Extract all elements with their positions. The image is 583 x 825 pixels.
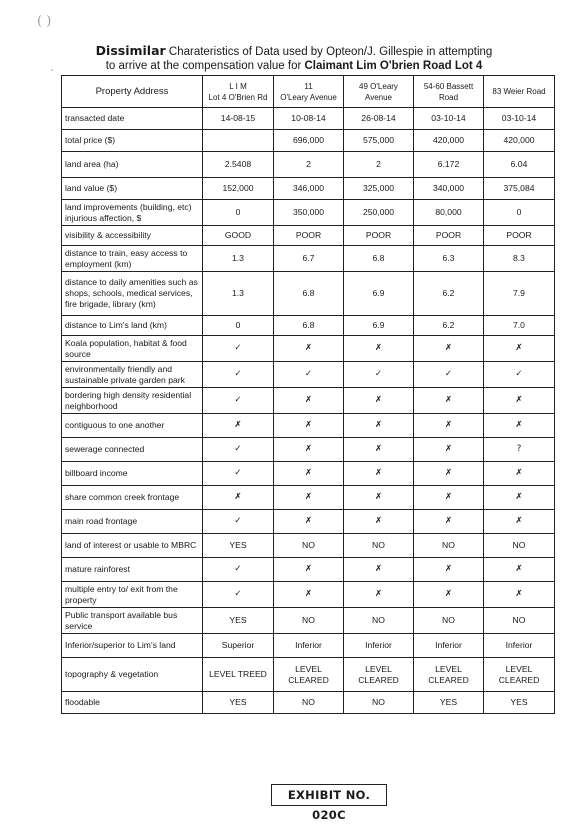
header-col-11-oleary: 11 O'Leary Avenue	[274, 76, 344, 108]
row-value: YES	[203, 692, 274, 714]
row-value: 325,000	[344, 178, 414, 200]
table-row	[62, 534, 555, 558]
row-value: 6.172	[414, 152, 484, 178]
table-row	[62, 438, 555, 462]
header-row	[62, 76, 555, 108]
row-value: ✗	[344, 462, 414, 486]
row-value: 7.9	[484, 272, 555, 316]
row-value: NO	[344, 692, 414, 714]
table-row	[62, 200, 555, 226]
row-label: transacted date	[62, 108, 203, 130]
row-value: 6.9	[344, 272, 414, 316]
row-value: ✗	[484, 462, 555, 486]
table-row	[62, 414, 555, 438]
title-line2: to arrive at the compensation value for	[105, 60, 302, 72]
row-label: bordering high density residential neighborhood	[62, 388, 203, 414]
row-label: total price ($)	[62, 130, 203, 152]
table-row	[62, 272, 555, 316]
row-value: ✗	[414, 510, 484, 534]
table-row	[62, 108, 555, 130]
row-value: ✗	[274, 486, 344, 510]
row-label: environmentally friendly and sustainable private garden park	[62, 362, 203, 388]
row-value: 14-08-15	[203, 108, 274, 130]
row-value: POOR	[484, 226, 555, 246]
header-property-address: Property Address	[62, 76, 203, 108]
row-value: NO	[414, 534, 484, 558]
row-value: ✗	[414, 414, 484, 438]
row-value: ✗	[344, 558, 414, 582]
table-row	[62, 462, 555, 486]
row-label: billboard income	[62, 462, 203, 486]
document-title	[64, 44, 524, 73]
table-row	[62, 388, 555, 414]
table-row	[62, 582, 555, 608]
row-label: topography & vegetation	[62, 658, 203, 692]
row-value: NO	[414, 608, 484, 634]
row-value: ✓	[414, 362, 484, 388]
row-value: ✗	[484, 486, 555, 510]
exhibit-label: EXHIBIT NO. 020C	[271, 784, 387, 806]
row-value: YES	[484, 692, 555, 714]
row-value: NO	[274, 608, 344, 634]
row-value: ✓	[203, 438, 274, 462]
row-value: GOOD	[203, 226, 274, 246]
row-value: ✗	[274, 414, 344, 438]
row-value: LEVEL TREED	[203, 658, 274, 692]
row-value: LEVEL CLEARED	[484, 658, 555, 692]
row-value: 7.0	[484, 316, 555, 336]
table-row	[62, 558, 555, 582]
row-label: multiple entry to/ exit from the property	[62, 582, 203, 608]
row-value: ✗	[344, 414, 414, 438]
row-value: 0	[203, 316, 274, 336]
scan-mark-left: .	[50, 60, 54, 74]
table-row	[62, 152, 555, 178]
table-row	[62, 362, 555, 388]
row-value: Inferior	[274, 634, 344, 658]
row-label: land area (ha)	[62, 152, 203, 178]
table-row	[62, 178, 555, 200]
row-value: 03-10-14	[414, 108, 484, 130]
row-value: ✗	[484, 336, 555, 362]
row-value: Inferior	[344, 634, 414, 658]
row-label: mature rainforest	[62, 558, 203, 582]
row-value: ✗	[344, 438, 414, 462]
row-value: YES	[203, 534, 274, 558]
row-value: ?	[484, 438, 555, 462]
row-value: 340,000	[414, 178, 484, 200]
header-col-49-oleary: 49 O'Leary Avenue	[344, 76, 414, 108]
header-col-83-weier: 83 Weier Road	[484, 76, 555, 108]
row-value: ✗	[344, 486, 414, 510]
row-value: ✗	[414, 336, 484, 362]
row-value: 03-10-14	[484, 108, 555, 130]
row-value: ✗	[484, 388, 555, 414]
row-label: contiguous to one another	[62, 414, 203, 438]
row-value: LEVEL CLEARED	[414, 658, 484, 692]
row-value: ✓	[203, 558, 274, 582]
row-value: 1.3	[203, 272, 274, 316]
title-line1: Charateristics of Data used by Opteon/J. Gillespie in attempting	[168, 46, 493, 58]
row-value: Superior	[203, 634, 274, 658]
row-value: LEVEL CLEARED	[344, 658, 414, 692]
row-value: 346,000	[274, 178, 344, 200]
row-value: ✗	[414, 462, 484, 486]
row-value: YES	[414, 692, 484, 714]
row-label: land value ($)	[62, 178, 203, 200]
row-value: NO	[274, 692, 344, 714]
row-value: 350,000	[274, 200, 344, 226]
row-value: 420,000	[414, 130, 484, 152]
table-row	[62, 608, 555, 634]
row-value: 2.5408	[203, 152, 274, 178]
row-value: 6.3	[414, 246, 484, 272]
title-claimant: Claimant Lim O'brien Road Lot 4	[304, 60, 483, 72]
row-value: ✗	[344, 336, 414, 362]
row-value: ✓	[344, 362, 414, 388]
row-value: LEVEL CLEARED	[274, 658, 344, 692]
row-value: 696,000	[274, 130, 344, 152]
row-label: land improvements (building, etc) injurious affection, $	[62, 200, 203, 226]
header-col-lim: L I M Lot 4 O'Brien Rd	[203, 76, 274, 108]
row-value: ✗	[274, 462, 344, 486]
row-label: visibility & accessibility	[62, 226, 203, 246]
row-value	[203, 130, 274, 152]
row-value: ✗	[344, 582, 414, 608]
header-col-54-bassett: 54-60 Bassett Road	[414, 76, 484, 108]
row-value: ✗	[414, 388, 484, 414]
row-value: ✗	[344, 388, 414, 414]
row-value: ✓	[203, 510, 274, 534]
row-value: 6.7	[274, 246, 344, 272]
row-value: ✗	[414, 438, 484, 462]
row-value: ✓	[203, 362, 274, 388]
row-value: 6.8	[274, 316, 344, 336]
row-value: ✗	[274, 558, 344, 582]
row-value: ✗	[484, 510, 555, 534]
scan-mark-top: ( )	[37, 14, 52, 29]
row-value: POOR	[274, 226, 344, 246]
row-value: 80,000	[414, 200, 484, 226]
row-value: ✓	[203, 462, 274, 486]
row-value: 8.3	[484, 246, 555, 272]
row-value: 6.8	[274, 272, 344, 316]
row-label: distance to daily amenities such as shops, schools, medical services, fire brigade, library (km)	[62, 272, 203, 316]
table-row	[62, 658, 555, 692]
row-value: 0	[484, 200, 555, 226]
row-value: 0	[203, 200, 274, 226]
row-value: 250,000	[344, 200, 414, 226]
row-value: ✗	[484, 414, 555, 438]
row-value: ✗	[484, 558, 555, 582]
table-row	[62, 316, 555, 336]
row-value: Inferior	[414, 634, 484, 658]
row-label: distance to Lim's land (km)	[62, 316, 203, 336]
row-value: Inferior	[484, 634, 555, 658]
row-value: ✗	[414, 582, 484, 608]
row-value: ✗	[274, 582, 344, 608]
row-value: NO	[344, 534, 414, 558]
row-value: 152,000	[203, 178, 274, 200]
row-label: Inferior/superior to Lim's land	[62, 634, 203, 658]
row-value: ✓	[274, 362, 344, 388]
row-value: ✓	[203, 388, 274, 414]
row-value: 6.8	[344, 246, 414, 272]
row-value: 1.3	[203, 246, 274, 272]
row-value: ✗	[203, 486, 274, 510]
row-label: Public transport available bus service	[62, 608, 203, 634]
row-value: 6.04	[484, 152, 555, 178]
row-value: YES	[203, 608, 274, 634]
row-label: sewerage connected	[62, 438, 203, 462]
row-label: floodable	[62, 692, 203, 714]
table-row	[62, 226, 555, 246]
row-value: 575,000	[344, 130, 414, 152]
row-value: ✓	[203, 336, 274, 362]
row-value: ✗	[274, 438, 344, 462]
row-label: share common creek frontage	[62, 486, 203, 510]
table-row	[62, 634, 555, 658]
comparison-table	[61, 75, 555, 714]
row-value: ✗	[414, 486, 484, 510]
row-value: NO	[274, 534, 344, 558]
row-value: ✓	[484, 362, 555, 388]
row-value: ✗	[274, 388, 344, 414]
table-row	[62, 336, 555, 362]
row-label: land of interest or usable to MBRC	[62, 534, 203, 558]
row-label: Koala population, habitat & food source	[62, 336, 203, 362]
row-value: ✗	[344, 510, 414, 534]
row-value: ✗	[274, 336, 344, 362]
table-row	[62, 486, 555, 510]
row-value: 2	[344, 152, 414, 178]
row-value: ✗	[203, 414, 274, 438]
row-value: ✓	[203, 582, 274, 608]
row-label: main road frontage	[62, 510, 203, 534]
row-value: 420,000	[484, 130, 555, 152]
table-row	[62, 246, 555, 272]
row-value: NO	[484, 608, 555, 634]
row-value: ✗	[274, 510, 344, 534]
row-value: POOR	[344, 226, 414, 246]
title-lead: Dissimilar	[95, 43, 166, 58]
row-value: POOR	[414, 226, 484, 246]
table-row	[62, 692, 555, 714]
row-value: 6.9	[344, 316, 414, 336]
row-value: 2	[274, 152, 344, 178]
table-row	[62, 130, 555, 152]
row-label: distance to train, easy access to employment (km)	[62, 246, 203, 272]
row-value: ✗	[484, 582, 555, 608]
table-row	[62, 510, 555, 534]
row-value: ✗	[414, 558, 484, 582]
row-value: NO	[344, 608, 414, 634]
row-value: 26-08-14	[344, 108, 414, 130]
row-value: 6.2	[414, 316, 484, 336]
row-value: 375,084	[484, 178, 555, 200]
row-value: 6.2	[414, 272, 484, 316]
row-value: 10-08-14	[274, 108, 344, 130]
row-value: NO	[484, 534, 555, 558]
